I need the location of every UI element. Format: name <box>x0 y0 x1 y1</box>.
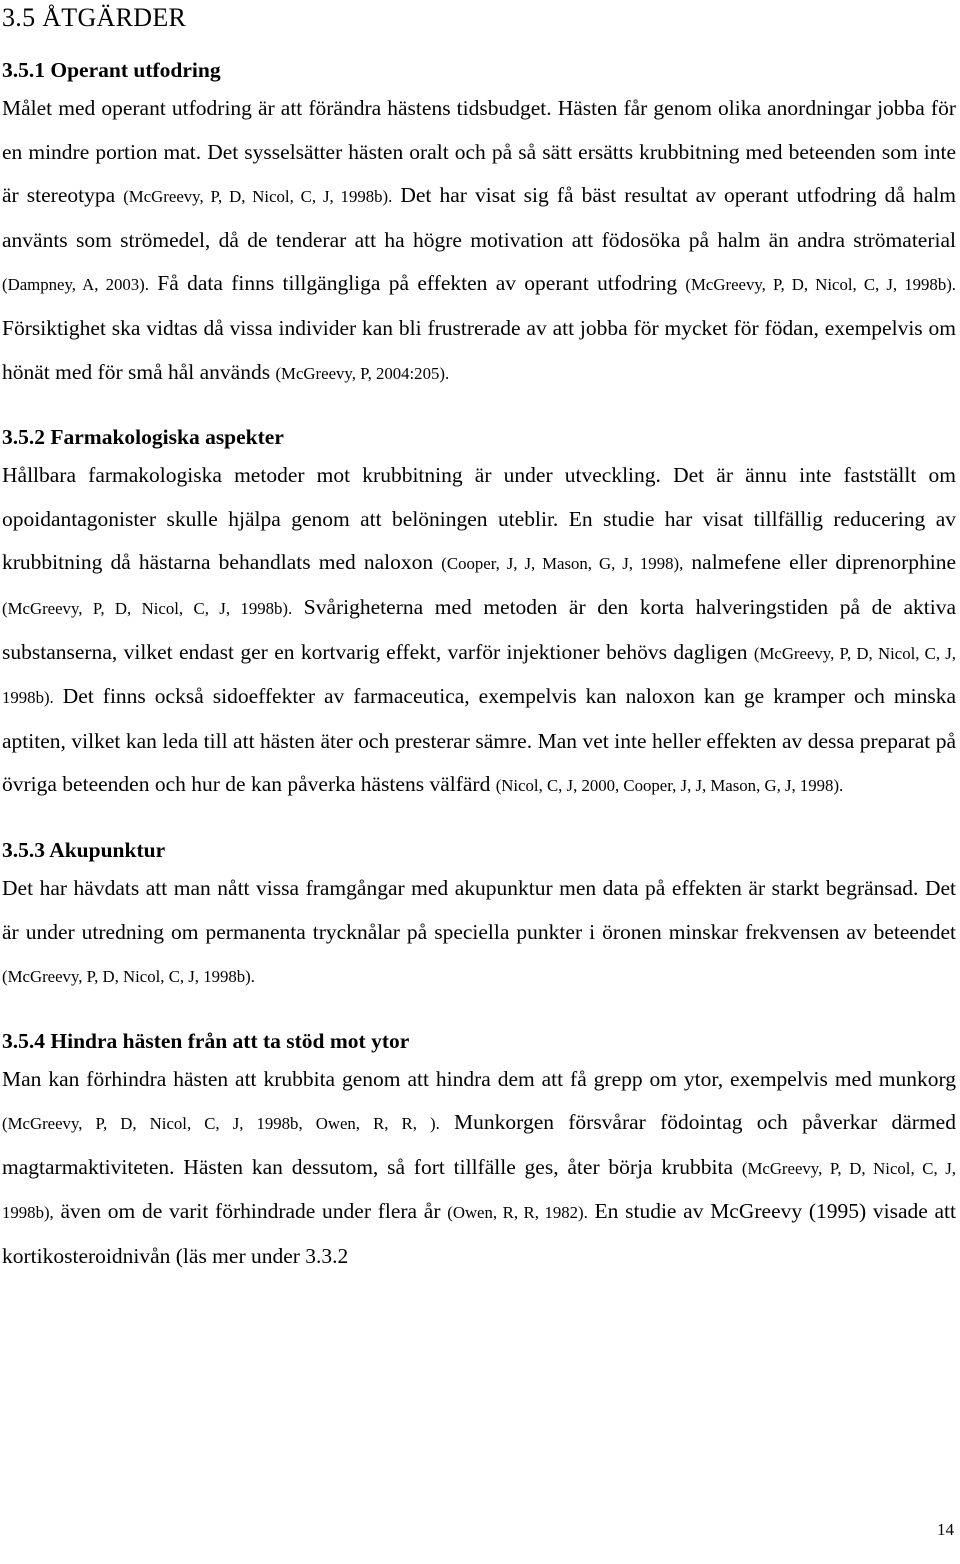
body-text: En studie av McGreevy (1995) visade att kortikosteroidnivån (läs mer under 3.3.2 <box>2 1199 956 1269</box>
citation: (Cooper, J, J, Mason, G, J, 1998), <box>441 554 684 574</box>
citation: (McGreevy, P, D, Nicol, C, J, 1998b), <box>2 1158 957 1223</box>
section-paragraph-operant-utfodring <box>2 87 956 395</box>
section-title-akupunktur: 3.5.3 Akupunktur <box>2 837 166 862</box>
citation: (McGreevy, P, D, Nicol, C, J, 1998b). <box>2 967 255 987</box>
body-text: Svårigheterna med metoden är den korta halveringstiden på de aktiva substanserna, vilket endast ger en kortvarig effekt, varför injektioner behövs dagligen <box>2 594 957 664</box>
section-title-farmakologiska-aspekter: 3.5.2 Farmakologiska aspekter <box>2 425 284 450</box>
body-text: Det har hävdats att man nått vissa framgångar med akupunktur men data på effekten är starkt begränsad. Det är under utredning om permanenta trycknålar på speciella punkter i öronen minskar frekvensen av beteendet <box>2 875 956 944</box>
section-title-operant-utfodring: 3.5.1 Operant utfodring <box>2 58 221 82</box>
section-paragraph-hindra-hasten <box>2 1058 956 1279</box>
citation: (McGreevy, P, D, Nicol, C, J, 1998b, Owen, R, R, ). <box>2 1114 440 1134</box>
citation: (McGreevy, P, D, Nicol, C, J, 1998b). <box>2 598 293 618</box>
main-heading: 3.5 ÅTGÄRDER <box>2 3 187 32</box>
body-text: även om de varit förhindrade under flera år <box>53 1199 448 1224</box>
body-text: Det finns också sidoeffekter av farmaceutica, exempelvis kan naloxon kan ge kramper och minska aptiten, vilket kan leda till att hästen äter och presterar sämre. Man vet inte heller effekten av dessa preparat på övriga beteenden och hur de kan påverka hästens välfärd <box>2 684 956 797</box>
page-number: 14 <box>937 1520 954 1539</box>
body-text: Försiktighet ska vidtas då vissa individer kan bli frustrerade av att jobba för mycket för födan, exempelvis om hönät med för små hål används <box>2 315 956 384</box>
body-text: Hållbara farmakologiska metoder mot krubbitning är under utveckling. Det är ännu inte fastställt om opoidantagonister skulle hjälpa genom att belöningen uteblir. En studie har visat tillfällig reducering av krubbitning då hästarna behandlats med naloxon <box>2 463 956 575</box>
body-text: Man kan förhindra hästen att krubbita genom att hindra dem att få grepp om ytor, exempelvis med munkorg <box>2 1066 956 1091</box>
body-text: nalmefene eller diprenorphine <box>683 550 956 575</box>
citation: (McGreevy, P, D, Nicol, C, J, 1998b). <box>2 643 957 708</box>
section-paragraph-farmakologiska-aspekter <box>2 454 956 808</box>
citation: (Dampney, A, 2003). <box>2 275 149 295</box>
body-text: Målet med operant utfodring är att förändra hästens tidsbudget. Hästen får genom olika anordningar jobba för en mindre portion mat. Det sysselsätter hästen oralt och på så sätt ersätts krubbitning med beteenden som inte är stereotypa <box>2 96 956 208</box>
body-text: Munkorgen försvårar födointag och påverkar därmed magtarmaktiviteten. Hästen kan dessutom, så fort tillfälle ges, åter börja krubbita <box>2 1110 956 1179</box>
citation: (Owen, R, R, 1982). <box>447 1203 588 1223</box>
section-paragraph-akupunktur <box>2 867 956 999</box>
citation: (McGreevy, P, D, Nicol, C, J, 1998b). <box>685 275 956 295</box>
citation: (McGreevy, P, 2004:205). <box>275 363 450 383</box>
body-text: Det har visat sig få bäst resultat av operant utfodring då halm använts som strömedel, då de tenderar att ha högre motivation att födosöka på halm än andra strömaterial <box>2 183 956 252</box>
section-title-hindra-hasten: 3.5.4 Hindra hästen från att ta stöd mot ytor <box>2 1028 410 1053</box>
citation: (Nicol, C, J, 2000, Cooper, J, J, Mason, G, J, 1998). <box>495 776 844 796</box>
citation: (McGreevy, P, D, Nicol, C, J, 1998b). <box>123 187 393 207</box>
body-text: Få data finns tillgängliga på effekten av operant utfodring <box>148 271 686 296</box>
